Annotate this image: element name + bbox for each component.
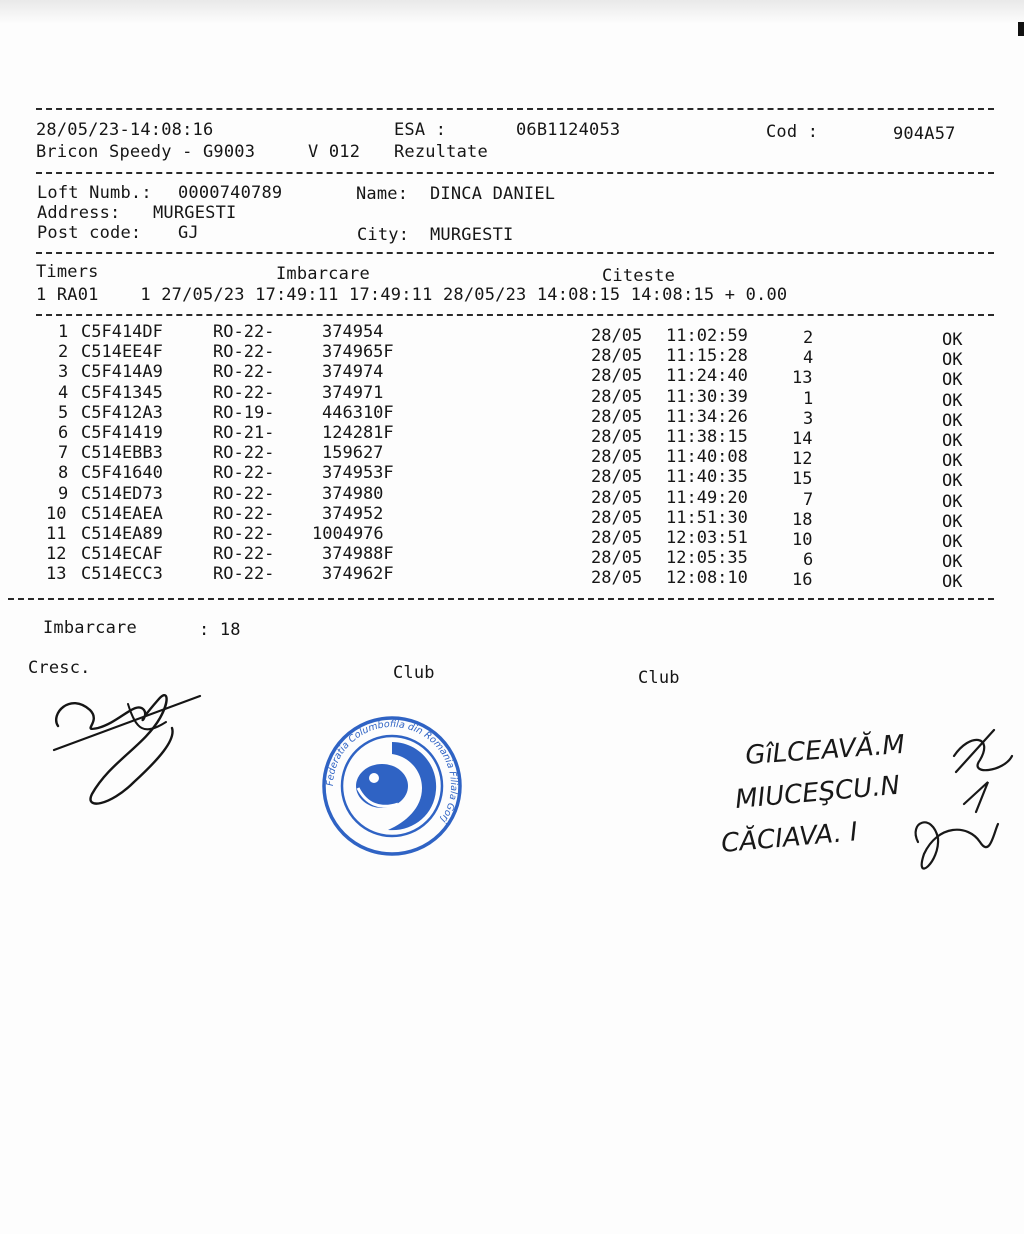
row-ring-prefix: RO-19-	[213, 402, 275, 423]
timer-line: 1 RA01 1 27/05/23 17:49:11 17:49:11 28/05/23 14:08:15 14:08:15 + 0.00	[36, 285, 788, 305]
header-report-type: Rezultate	[394, 142, 488, 162]
divider	[36, 314, 994, 316]
row-time: 11:02:59	[666, 326, 748, 346]
row-date: 28/05	[591, 487, 643, 508]
row-position: 3	[803, 408, 814, 429]
row-ring-number: 1004976	[312, 524, 384, 544]
row-date: 28/05	[591, 427, 643, 447]
row-ring-prefix: RO-22-	[213, 564, 275, 585]
row-time: 11:30:39	[666, 386, 748, 407]
row-chip-id: C514EE4F	[81, 342, 163, 363]
row-position: 16	[792, 570, 813, 591]
city-label: City:	[357, 225, 410, 245]
row-ring-prefix: RO-22-	[213, 463, 275, 484]
row-status: OK	[942, 410, 963, 431]
row-position: 6	[803, 550, 814, 571]
row-date: 28/05	[591, 346, 643, 367]
row-ring-prefix: RO-22-	[213, 443, 275, 464]
row-time: 12:08:10	[666, 568, 748, 589]
row-position: 12	[792, 449, 813, 470]
row-status: OK	[942, 572, 963, 593]
row-ring-number: 374954	[322, 322, 384, 342]
loft-number: 0000740789	[178, 183, 283, 203]
row-time: 12:05:35	[666, 548, 748, 569]
owner-name: DINCA DANIEL	[430, 184, 556, 204]
loft-label: Loft Numb.:	[37, 183, 152, 203]
row-ring-prefix: RO-22-	[213, 483, 275, 504]
row-time: 11:15:28	[666, 346, 748, 367]
breeder-signature	[40, 670, 220, 820]
row-chip-id: C5F412A3	[81, 402, 163, 423]
club-label-2: Club	[638, 668, 680, 688]
row-ring-number: 159627	[322, 443, 384, 464]
row-ring-prefix: RO-21-	[213, 423, 275, 443]
row-date: 28/05	[591, 366, 643, 387]
row-date: 28/05	[591, 406, 643, 427]
postcode-label: Post code:	[37, 223, 142, 243]
row-ring-number: 374953F	[322, 463, 394, 484]
row-number: 3	[58, 362, 69, 383]
row-chip-id: C514ECC3	[81, 564, 163, 585]
row-number: 7	[58, 443, 69, 464]
divider	[8, 598, 994, 600]
row-position: 15	[792, 469, 813, 490]
row-number: 8	[58, 463, 69, 484]
row-status: OK	[942, 370, 963, 391]
row-chip-id: C514ED73	[81, 483, 163, 504]
row-ring-number: 446310F	[322, 402, 394, 423]
club-stamp	[318, 712, 466, 860]
row-status: OK	[942, 471, 963, 492]
row-date: 28/05	[591, 467, 643, 488]
row-status: OK	[942, 491, 963, 512]
name-label: Name:	[356, 184, 409, 204]
scan-edge-mark	[1018, 22, 1024, 36]
header-device: Bricon Speedy - G9003	[36, 142, 256, 162]
address-value: MURGESTI	[153, 203, 237, 223]
divider	[36, 252, 994, 254]
row-ring-number: 374980	[322, 483, 384, 504]
row-date: 28/05	[591, 528, 643, 548]
header-cod-label: Cod :	[766, 122, 819, 142]
row-ring-number: 374962F	[322, 564, 394, 585]
row-number: 2	[58, 342, 69, 363]
postcode-value: GJ	[178, 223, 199, 243]
row-position: 14	[792, 429, 813, 449]
row-date: 28/05	[591, 326, 643, 346]
row-number: 4	[58, 382, 69, 403]
club-signatures	[718, 712, 1018, 892]
divider	[36, 172, 994, 174]
address-label: Address:	[37, 203, 121, 223]
row-chip-id: C5F41419	[81, 423, 163, 443]
row-time: 11:40:08	[666, 447, 748, 468]
svg-text:CĂCIAVA. I: CĂCIAVA. I	[719, 817, 859, 859]
scan-top-shadow	[0, 0, 1024, 24]
row-chip-id: C514EAEA	[81, 503, 163, 524]
row-position: 18	[792, 509, 813, 530]
row-number: 10	[46, 503, 67, 524]
row-date: 28/05	[591, 548, 643, 569]
row-chip-id: C5F41640	[81, 463, 163, 484]
cresc-label: Cresc.	[28, 658, 91, 678]
row-date: 28/05	[591, 386, 643, 407]
row-number: 11	[46, 524, 67, 544]
divider	[36, 108, 994, 110]
row-status: OK	[942, 350, 963, 371]
row-ring-prefix: RO-22-	[213, 544, 275, 565]
row-position: 13	[792, 368, 813, 389]
row-number: 5	[58, 402, 69, 423]
row-ring-prefix: RO-22-	[213, 524, 275, 544]
row-chip-id: C5F414DF	[81, 322, 163, 342]
row-time: 11:51:30	[666, 507, 748, 528]
row-position: 1	[803, 388, 814, 409]
row-chip-id: C5F414A9	[81, 362, 163, 383]
header-datetime: 28/05/23-14:08:16	[36, 120, 214, 140]
citeste-header: Citeste	[602, 266, 676, 286]
row-time: 11:40:35	[666, 467, 748, 488]
row-ring-prefix: RO-22-	[213, 342, 275, 363]
header-esa-label: ESA :	[394, 120, 447, 140]
row-number: 12	[46, 544, 67, 565]
row-status: OK	[942, 431, 963, 451]
city-value: MURGESTI	[430, 225, 514, 245]
stamp-ring-text: Federatia Columbofila din Romania Filiala Gorj	[324, 718, 460, 825]
row-ring-prefix: RO-22-	[213, 362, 275, 383]
row-chip-id: C514EBB3	[81, 443, 163, 464]
row-time: 11:49:20	[666, 487, 748, 508]
row-ring-number: 374971	[322, 382, 384, 403]
row-status: OK	[942, 532, 963, 552]
row-status: OK	[942, 330, 963, 350]
row-number: 1	[58, 322, 69, 342]
imbarcare-header: Imbarcare	[276, 264, 370, 284]
svg-text:MIUCEŞCU.N: MIUCEŞCU.N	[733, 770, 902, 815]
row-chip-id: C5F41345	[81, 382, 163, 403]
row-number: 6	[58, 423, 69, 443]
row-chip-id: C514EA89	[81, 524, 163, 544]
svg-text:GîLCEAVĂ.M: GîLCEAVĂ.M	[744, 729, 906, 771]
imbarcare-count-label: Imbarcare	[43, 618, 137, 638]
row-position: 2	[803, 328, 814, 348]
row-ring-prefix: RO-22-	[213, 382, 275, 403]
row-ring-number: 374965F	[322, 342, 394, 363]
row-time: 11:38:15	[666, 427, 748, 447]
row-ring-prefix: RO-22-	[213, 322, 275, 342]
row-date: 28/05	[591, 507, 643, 528]
row-ring-number: 374974	[322, 362, 384, 383]
row-position: 10	[792, 530, 813, 550]
header-version: V 012	[308, 142, 361, 162]
row-number: 13	[46, 564, 67, 585]
club-label-1: Club	[393, 663, 435, 683]
header-esa-value: 06B1124053	[516, 120, 621, 140]
row-number: 9	[58, 483, 69, 504]
row-ring-number: 374952	[322, 503, 384, 524]
row-date: 28/05	[591, 447, 643, 468]
imbarcare-count-value: : 18	[199, 620, 241, 640]
row-status: OK	[942, 511, 963, 532]
row-status: OK	[942, 390, 963, 411]
timers-header: Timers	[36, 262, 99, 282]
row-time: 11:24:40	[666, 366, 748, 387]
row-ring-number: 124281F	[322, 423, 394, 443]
row-time: 11:34:26	[666, 406, 748, 427]
row-position: 7	[803, 489, 814, 510]
row-date: 28/05	[591, 568, 643, 589]
row-time: 12:03:51	[666, 528, 748, 548]
row-position: 4	[803, 348, 814, 369]
row-ring-number: 374988F	[322, 544, 394, 565]
row-status: OK	[942, 451, 963, 472]
row-ring-prefix: RO-22-	[213, 503, 275, 524]
row-status: OK	[942, 552, 963, 573]
row-chip-id: C514ECAF	[81, 544, 163, 565]
header-cod-value: 904A57	[893, 124, 956, 144]
